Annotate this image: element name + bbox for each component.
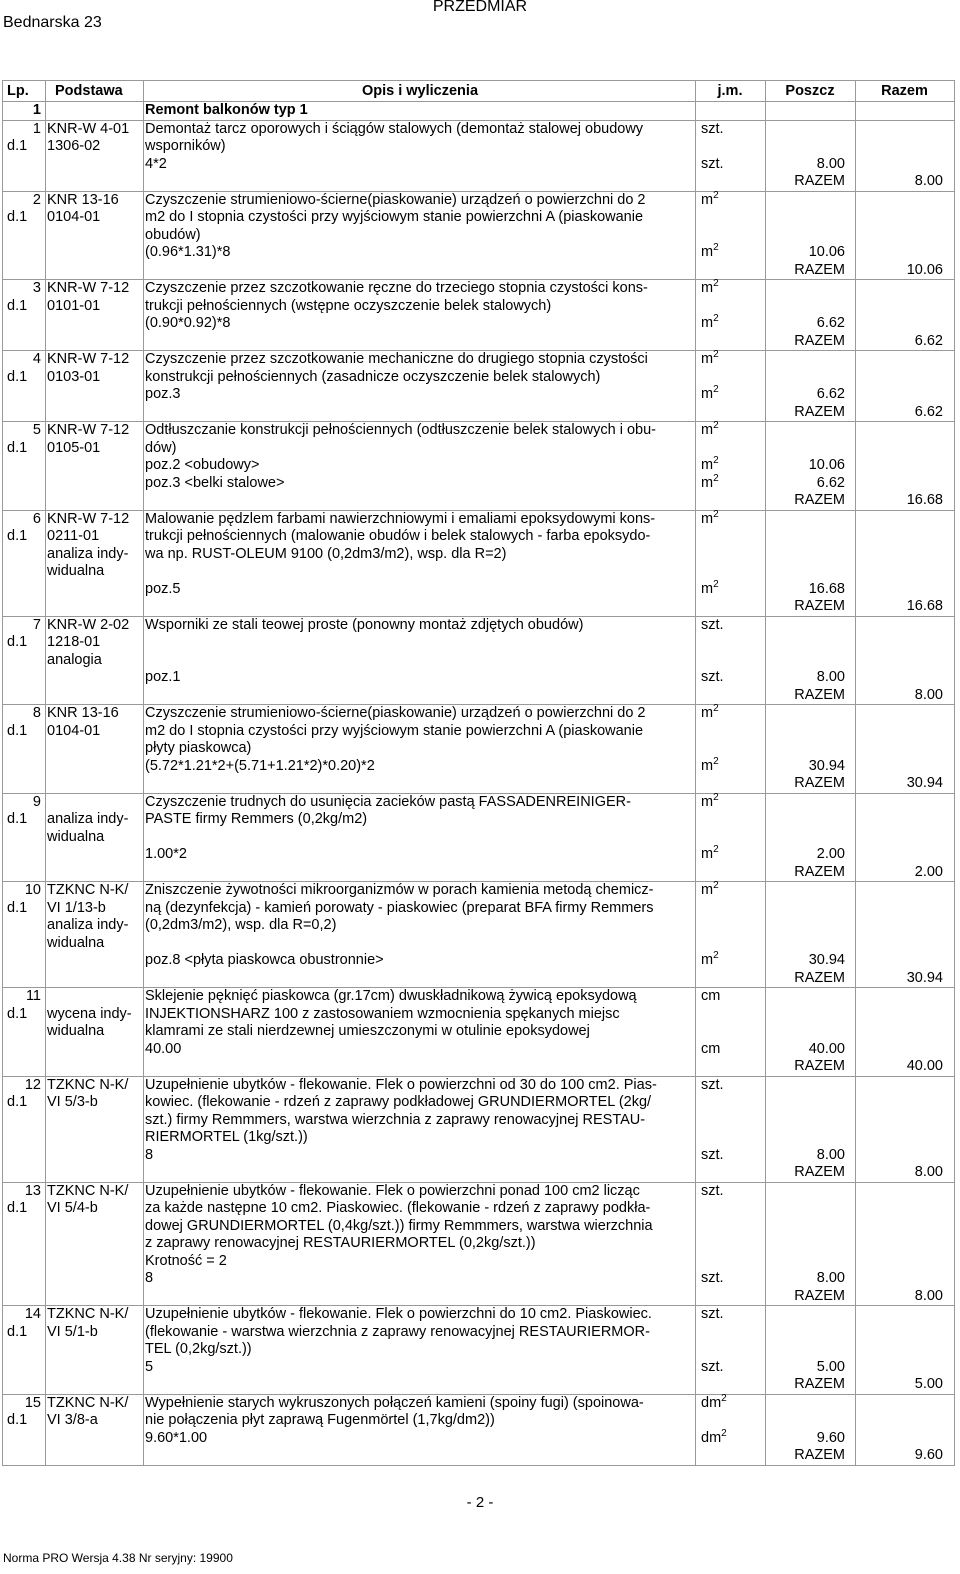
unit-exponent: 2 — [713, 844, 719, 855]
item-subnumber: d.1 — [7, 528, 28, 544]
item-subnumber: d.1 — [7, 1200, 28, 1216]
description-line: m2 do I stopnia czystości przy wyjściowym stanie powierzchni A (piaskowanie — [145, 209, 644, 225]
basis-line: VI 5/4-b — [47, 1200, 98, 1216]
section-title: Remont balkonów typ 1 — [145, 102, 308, 118]
item-number: 10 — [24, 882, 41, 898]
basis-line: KNR-W 7-12 — [47, 422, 130, 438]
calculation-expression: poz.3 <belki stalowe> — [145, 474, 285, 491]
item-number: 5 — [32, 422, 41, 438]
calculation-quantity: 6.62 — [816, 386, 845, 402]
item-subnumber: d.1 — [7, 1094, 28, 1110]
item-unit — [701, 1077, 724, 1095]
unit-base: szt. — [701, 669, 724, 685]
item-total: 2.00 — [914, 863, 943, 880]
razem-label: RAZEM — [794, 969, 845, 986]
item-number: 3 — [32, 280, 41, 296]
item-total: 16.68 — [906, 598, 943, 614]
column-divider — [143, 81, 144, 1466]
item-number: 15 — [24, 1394, 41, 1411]
item-total: 8.00 — [914, 1287, 943, 1304]
unit-base: m — [701, 191, 714, 208]
item-total: 30.94 — [906, 969, 943, 986]
description-line: ną (dezynfekcja) - kamień porowaty - piaskowiec (preparat BFA firmy Remmers — [145, 899, 654, 916]
calculation-quantity: 9.60 — [816, 1429, 845, 1446]
calculation-expression: poz.3 — [145, 386, 181, 402]
basis-line: VI 3/8-a — [47, 1412, 98, 1428]
unit-exponent: 2 — [713, 703, 719, 714]
item-number: 14 — [24, 1306, 41, 1322]
item-number: 13 — [24, 1182, 41, 1199]
basis-line: 0211-01 — [47, 528, 100, 544]
unit-base: szt. — [701, 1270, 724, 1286]
description-line: konstrukcji pełnościennych (zasadnicze oczyszczenie belek stalowych) — [145, 368, 601, 385]
item-total: 8.00 — [914, 173, 943, 189]
description-line: dowej GRUNDIERMORTEL (0,4kg/szt.)) firmy Remmmers, warstwa wierzchnia — [145, 1217, 653, 1234]
col-header-unit: j.m. — [717, 83, 743, 99]
col-header-description: Opis i wyliczenia — [361, 83, 479, 99]
column-divider — [855, 81, 856, 1466]
calculation-quantity: 6.62 — [816, 315, 845, 331]
description-line: Czyszczenie strumieniowo-ścierne(piaskowanie) urządzeń o powierzchni do 2 — [145, 705, 646, 721]
header-location: Bednarska 23 — [3, 14, 102, 31]
item-number: 11 — [25, 988, 41, 1004]
description-line: Wypełnienie starych wykruszonych połączeń kamieni (spoiny fugi) (spoinowa- — [145, 1394, 644, 1411]
item-unit — [701, 705, 719, 723]
item-total: 10.06 — [906, 261, 943, 278]
unit-base: m — [701, 952, 714, 968]
razem-label: RAZEM — [794, 403, 845, 420]
description-line: trukcji pełnościennych (malowanie obudów i belek stalowych - farba epoksydo- — [145, 528, 651, 544]
calculation-quantity: 5.00 — [816, 1358, 845, 1375]
item-number: 12 — [24, 1076, 41, 1093]
description-line: RIERMORTEL (1kg/szt.)) — [145, 1129, 308, 1145]
header-document-type: PRZEDMIAR — [432, 0, 528, 15]
calculation-expression: 5 — [145, 1358, 154, 1375]
calculation-expression: 1.00*2 — [145, 846, 187, 862]
unit-exponent: 2 — [713, 791, 719, 803]
calculation-quantity: 16.68 — [808, 580, 845, 597]
razem-label: RAZEM — [794, 1447, 845, 1463]
calculation-quantity: 8.00 — [816, 1146, 845, 1163]
description-line: Odtłuszczanie konstrukcji pełnościennych (odtłuszczenie belek stalowych i obu- — [145, 422, 656, 438]
basis-line: 0104-01 — [47, 209, 101, 225]
description-line: TEL (0,2kg/szt.)) — [145, 1341, 252, 1357]
basis-line: 1218-01 — [47, 634, 101, 650]
unit-base: szt. — [701, 120, 724, 137]
razem-label: RAZEM — [794, 173, 845, 189]
unit-exponent: 2 — [713, 313, 719, 324]
software-footer: Norma PRO Wersja 4.38 Nr seryjny: 19900 — [3, 1551, 233, 1565]
description-line: Malowanie pędzlem farbami nawierzchniowymi i emaliami epoksydowymi kons- — [145, 510, 656, 527]
item-number: 4 — [32, 351, 41, 367]
col-header-lp: Lp. — [7, 83, 29, 99]
unit-base: m — [701, 580, 714, 597]
unit-base: szt. — [701, 1076, 724, 1093]
unit-exponent: 2 — [713, 880, 719, 891]
unit-exponent: 2 — [713, 242, 719, 253]
column-divider — [45, 81, 46, 1466]
description-line: Czyszczenie przez szczotkowanie ręczne do trzeciego stopnia czystości kons- — [145, 280, 648, 296]
description-line: Uzupełnienie ubytków - flekowanie. Flek o powierzchni od 30 do 100 cm2. Pias- — [145, 1076, 657, 1093]
description-line: klamrami ze stali nierdzewnej umieszczonymi w otulinie epoksydowej — [145, 1023, 590, 1039]
row-divider — [3, 1465, 954, 1466]
basis-line: KNR-W 4-01 — [47, 120, 130, 137]
item-number: 8 — [32, 705, 41, 721]
description-line: obudów) — [145, 226, 201, 243]
unit-base: m — [701, 422, 714, 438]
basis-line: KNR 13-16 — [47, 191, 119, 208]
razem-label: RAZEM — [794, 332, 845, 349]
unit-base: m — [701, 244, 714, 260]
basis-line: 0101-01 — [47, 297, 101, 314]
item-unit — [701, 189, 719, 210]
description-line: PASTE firmy Remmers (0,2kg/m2) — [145, 811, 368, 827]
item-total: 8.00 — [914, 686, 943, 703]
description-line: Krotność = 2 — [145, 1252, 227, 1269]
description-line: wsporników) — [145, 138, 226, 154]
calculation-expression: 40.00 — [145, 1040, 182, 1057]
basis-line: wycena indy- — [47, 1005, 132, 1022]
basis-line: widualna — [47, 934, 105, 951]
item-unit — [701, 351, 719, 369]
section-number: 1 — [32, 102, 41, 118]
description-line: trukcji pełnościennych (wstępne oczyszczenie belek stalowych) — [145, 297, 552, 314]
col-header-basis: Podstawa — [55, 83, 123, 99]
basis-line: widualna — [47, 1023, 105, 1039]
basis-line: TZKNC N-K/ — [47, 882, 129, 898]
basis-line: analiza indy- — [47, 545, 129, 562]
description-line: Wsporniki ze stali teowej proste (ponowny montaż zdjętych obudów) — [145, 616, 584, 633]
calculation-quantity: 10.06 — [808, 457, 845, 473]
calculation-quantity: 8.00 — [816, 1270, 845, 1286]
item-unit — [701, 988, 720, 1006]
calculation-quantity: 10.06 — [808, 244, 845, 260]
unit-base: szt. — [701, 1182, 724, 1199]
unit-base: m — [701, 846, 714, 862]
calculation-quantity: 30.94 — [808, 952, 845, 968]
col-header-total: Razem — [881, 83, 928, 99]
unit-exponent: 2 — [713, 189, 719, 201]
item-number: 1 — [32, 120, 41, 137]
unit-exponent: 2 — [713, 278, 719, 289]
basis-line: VI 1/13-b — [47, 899, 106, 916]
item-subnumber: d.1 — [7, 439, 28, 456]
unit-base: szt. — [701, 1306, 724, 1322]
unit-base: cm — [701, 988, 721, 1004]
calculation-quantity: 6.62 — [816, 474, 845, 491]
razem-label: RAZEM — [794, 1164, 845, 1180]
item-unit — [701, 121, 724, 139]
description-line: Uzupełnienie ubytków - flekowanie. Flek o powierzchni do 10 cm2. Piaskowiec. — [145, 1306, 652, 1322]
unit-exponent: 2 — [713, 755, 719, 767]
basis-line: KNR-W 7-12 — [47, 510, 130, 527]
unit-exponent: 2 — [713, 578, 719, 590]
razem-label: RAZEM — [794, 598, 845, 614]
basis-line: analogia — [47, 651, 102, 668]
calculation-expression: 4*2 — [145, 155, 167, 172]
col-header-quantity: Poszcz — [785, 83, 835, 99]
item-total: 30.94 — [906, 775, 943, 791]
item-number: 6 — [32, 510, 41, 527]
item-total: 6.62 — [914, 332, 943, 349]
unit-base: szt. — [701, 155, 724, 172]
calculation-expression: (0.90*0.92)*8 — [145, 315, 231, 331]
description-line: dów) — [145, 439, 177, 456]
item-subnumber: d.1 — [7, 1005, 28, 1022]
calculation-expression: 9.60*1.00 — [145, 1429, 208, 1446]
basis-line: 0104-01 — [47, 722, 101, 739]
unit-exponent: 2 — [713, 950, 719, 961]
description-line: kowiec. (flekowanie - rdzeń z zaprawy podkładowej GRUNDIERMORTEL (2kg/ — [145, 1094, 652, 1110]
description-line: płyty piaskowca) — [145, 740, 252, 756]
item-subnumber: d.1 — [7, 811, 28, 827]
basis-line: 0103-01 — [47, 368, 101, 385]
basis-line: 0105-01 — [47, 439, 101, 456]
description-line: m2 do I stopnia czystości przy wyjściowym stanie powierzchni A (piaskowanie — [145, 722, 644, 739]
unit-base: dm — [701, 1429, 722, 1446]
description-line: nie połączenia płyt zaprawą Fugenmörtel (1,7kg/dm2)) — [145, 1412, 495, 1428]
basis-line: VI 5/3-b — [47, 1094, 98, 1110]
item-subnumber: d.1 — [7, 634, 28, 650]
basis-line: VI 5/1-b — [47, 1323, 98, 1340]
basis-line: KNR-W 7-12 — [47, 351, 130, 367]
unit-exponent: 2 — [713, 420, 719, 431]
calculation-quantity: 8.00 — [816, 155, 845, 172]
unit-base: szt. — [701, 1358, 724, 1375]
basis-line: TZKNC N-K/ — [47, 1076, 129, 1093]
unit-base: m — [701, 510, 714, 527]
basis-line: widualna — [47, 563, 105, 579]
unit-base: m — [701, 280, 714, 296]
basis-line: TZKNC N-K/ — [47, 1394, 129, 1411]
description-line: Sklejenie pęknięć piaskowca (gr.17cm) dwuskładnikową żywicą epoksydową — [145, 988, 637, 1004]
item-subnumber: d.1 — [7, 1323, 28, 1340]
calculation-expression: poz.2 <obudowy> — [145, 457, 260, 473]
item-unit — [701, 1306, 724, 1324]
basis-line: 1306-02 — [47, 138, 101, 154]
unit-exponent: 2 — [713, 472, 719, 484]
basis-line: KNR-W 2-02 — [47, 616, 130, 633]
calculation-expression: 8 — [145, 1270, 154, 1286]
item-subnumber: d.1 — [7, 368, 28, 385]
basis-line: analiza indy- — [47, 917, 129, 933]
description-line: Czyszczenie przez szczotkowanie mechaniczne do drugiego stopnia czystości — [145, 351, 648, 367]
description-line: z zaprawy renowacyjnej RESTAURIERMORTEL (0,2kg/szt.)) — [145, 1235, 536, 1251]
calculation-quantity: 30.94 — [808, 757, 845, 774]
calculation-expression: (5.72*1.21*2+(5.71+1.21*2)*0.20)*2 — [145, 757, 375, 774]
basis-line: TZKNC N-K/ — [47, 1306, 129, 1322]
basis-line: TZKNC N-K/ — [47, 1182, 129, 1199]
razem-label: RAZEM — [794, 1287, 845, 1304]
estimate-table — [2, 80, 955, 1466]
calculation-expression: poz.5 — [145, 580, 181, 597]
unit-base: m — [701, 386, 714, 402]
item-unit — [701, 617, 724, 635]
unit-exponent: 2 — [713, 349, 719, 360]
unit-base: szt. — [701, 616, 724, 633]
description-line: (flekowanie - warstwa wierzchnia z zaprawy renowacyjnej RESTAURIERMOR- — [145, 1323, 650, 1340]
unit-exponent: 2 — [721, 1392, 727, 1404]
basis-line: analiza indy- — [47, 811, 129, 827]
item-number: 7 — [32, 616, 41, 633]
razem-label: RAZEM — [794, 492, 845, 508]
item-unit — [701, 882, 719, 900]
item-unit — [701, 1183, 724, 1201]
unit-base: cm — [701, 1040, 721, 1057]
unit-exponent: 2 — [713, 384, 719, 395]
description-line: Demontaż tarcz oporowych i ściągów stalowych (demontaż stalowej obudowy — [145, 120, 644, 137]
description-line: wa np. RUST-OLEUM 9100 (0,2dm3/m2), wsp. dla R=2) — [145, 545, 507, 562]
unit-base: m — [701, 474, 714, 491]
razem-label: RAZEM — [794, 1376, 845, 1392]
unit-base: m — [701, 351, 714, 367]
item-unit — [701, 508, 719, 529]
calculation-expression: (0.96*1.31)*8 — [145, 244, 231, 260]
unit-exponent: 2 — [713, 455, 719, 466]
unit-base: szt. — [701, 1146, 724, 1163]
item-total: 40.00 — [906, 1058, 943, 1074]
item-unit — [701, 422, 719, 440]
item-subnumber: d.1 — [7, 722, 28, 739]
item-total: 9.60 — [914, 1447, 943, 1463]
description-line: Czyszczenie trudnych do usunięcia zacieków pastą FASSADENREINIGER- — [145, 793, 631, 810]
unit-base: m — [701, 457, 714, 473]
item-subnumber: d.1 — [7, 899, 28, 916]
description-line: Uzupełnienie ubytków - flekowanie. Flek o powierzchni ponad 100 cm2 licząc — [145, 1182, 640, 1199]
razem-label: RAZEM — [794, 775, 845, 791]
calculation-quantity: 2.00 — [816, 846, 845, 862]
item-number: 9 — [32, 793, 41, 810]
calculation-quantity: 8.00 — [816, 669, 845, 685]
description-line: INJEKTIONSHARZ 100 z zastosowaniem wzmocnienia spękanych miejsc — [145, 1005, 620, 1022]
unit-base: dm — [701, 1394, 722, 1411]
item-subnumber: d.1 — [7, 138, 28, 154]
unit-base: m — [701, 882, 714, 898]
item-total: 5.00 — [914, 1376, 943, 1392]
unit-exponent: 2 — [713, 508, 719, 520]
calculation-expression: 8 — [145, 1146, 154, 1163]
item-unit — [701, 791, 719, 812]
description-line: Zniszczenie żywotności mikroorganizmów w porach kamienia metodą chemicz- — [145, 882, 654, 898]
calculation-quantity: 40.00 — [808, 1040, 845, 1057]
description-line: (0,2dm3/m2), wsp. dla R=0,2) — [145, 917, 337, 933]
item-subnumber: d.1 — [7, 209, 28, 225]
razem-label: RAZEM — [794, 686, 845, 703]
unit-exponent: 2 — [721, 1427, 727, 1439]
page-number: - 2 - — [466, 1494, 494, 1511]
item-subnumber: d.1 — [7, 297, 28, 314]
unit-base: m — [701, 793, 714, 810]
description-line: szt.) firmy Remmmers, warstwa wierzchnia z zaprawy renowacyjnej RESTAU- — [145, 1111, 646, 1128]
basis-line: widualna — [47, 828, 105, 845]
item-unit — [701, 280, 719, 298]
item-total: 6.62 — [914, 403, 943, 420]
basis-line: KNR 13-16 — [47, 705, 119, 721]
unit-base: m — [701, 315, 714, 331]
razem-label: RAZEM — [794, 261, 845, 278]
razem-label: RAZEM — [794, 863, 845, 880]
calculation-expression: poz.1 — [145, 669, 181, 685]
basis-line: KNR-W 7-12 — [47, 280, 130, 296]
item-subnumber: d.1 — [7, 1412, 28, 1428]
item-total: 8.00 — [914, 1164, 943, 1180]
razem-label: RAZEM — [794, 1058, 845, 1074]
description-line: Czyszczenie strumieniowo-ścierne(piaskowanie) urządzeń o powierzchni do 2 — [145, 191, 646, 208]
description-line: za każde następne 10 cm2. Piaskowiec. (flekowanie - rdzeń z zaprawy podkła- — [145, 1200, 651, 1216]
item-unit — [701, 1392, 727, 1413]
unit-base: m — [701, 757, 714, 774]
unit-base: m — [701, 705, 714, 721]
calculation-expression: poz.8 <płyta piaskowca obustronnie> — [145, 952, 384, 968]
item-number: 2 — [32, 191, 41, 208]
item-total: 16.68 — [906, 492, 943, 508]
